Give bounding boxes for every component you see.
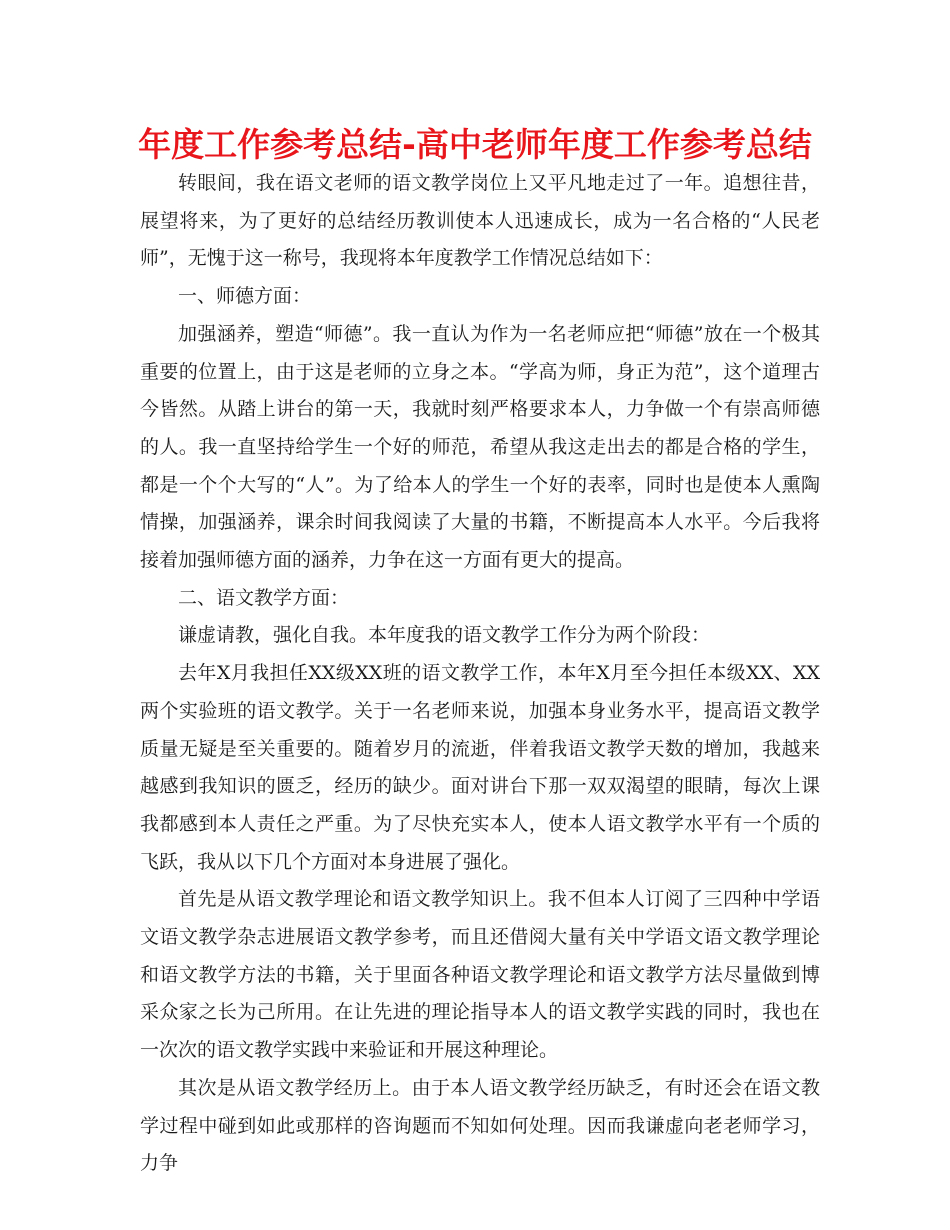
- paragraph-teaching-stages: 去年X月我担任XX级XX班的语文教学工作，本年X月至今担任本级XX、XX两个实验班的语文教学。关于一名老师来说，加强本身业务水平，提高语文教学质量无疑是至关重要的。随着岁月的流逝，伴着我语文教学天数的增加，我越来越感到我知识的匮乏，经历的缺少。面对讲台下那一双双渴望的眼睛，每次上课我都感到本人责任之严重。为了尽快充实本人，使本人语文教学水平有一个质的飞跃，我从以下几个方面对本身进展了强化。: [140, 662, 820, 873]
- section-heading-ethics: 一、师德方面：: [178, 285, 312, 308]
- document-body: [140, 165, 820, 1183]
- paragraph-intro: 转眼间，我在语文老师的语文教学岗位上又平凡地走过了一年。追想往昔，展望将来，为了更好的总结经历教训使本人迅速成长，成为一名合格的“人民老师”，无愧于这一称号，我现将本年度教学工作情况总结如下：: [140, 172, 820, 270]
- section-heading-teaching: 二、语文教学方面：: [178, 586, 350, 609]
- paragraph-experience: 其次是从语文教学经历上。由于本人语文教学经历缺乏，有时还会在语文教学过程中碰到如此或那样的咨询题而不知如何处理。因而我谦虚向老老师学习，力争: [140, 1076, 820, 1175]
- paragraph-teaching-intro: 谦虚请教，强化自我。本年度我的语文教学工作分为两个阶段：: [178, 624, 711, 647]
- document-title: 年度工作参考总结-高中老师年度工作参考总结: [138, 125, 812, 164]
- paragraph-ethics: 加强涵养，塑造“师德”。我一直认为作为一名老师应把“师德”放在一个极其重要的位置上，由于这是老师的立身之本。“学高为师，身正为范”，这个道理古今皆然。从踏上讲台的第一天，我就时刻严格要求本人，力争做一个有崇高师德的人。我一直坚持给学生一个好的师范，希望从我这走出去的都是合格的学生，都是一个个大写的“人”。为了给本人的学生一个好的表率，同时也是使本人熏陶情操，加强涵养，课余时间我阅读了大量的书籍，不断提高本人水平。今后我将接着加强师德方面的涵养，力争在这一方面有更大的提高。: [140, 322, 820, 572]
- paragraph-theory: 首先是从语文教学理论和语文教学知识上。我不但本人订阅了三四种中学语文语文教学杂志进展语文教学参考，而且还借阅大量有关中学语文语文教学理论和语文教学方法的书籍，关于里面各种语文教学理论和语文教学方法尽量做到博采众家之长为己所用。在让先进的理论指导本人的语文教学实践的同时，我也在一次次的语文教学实践中来验证和开展这种理论。: [140, 888, 820, 1062]
